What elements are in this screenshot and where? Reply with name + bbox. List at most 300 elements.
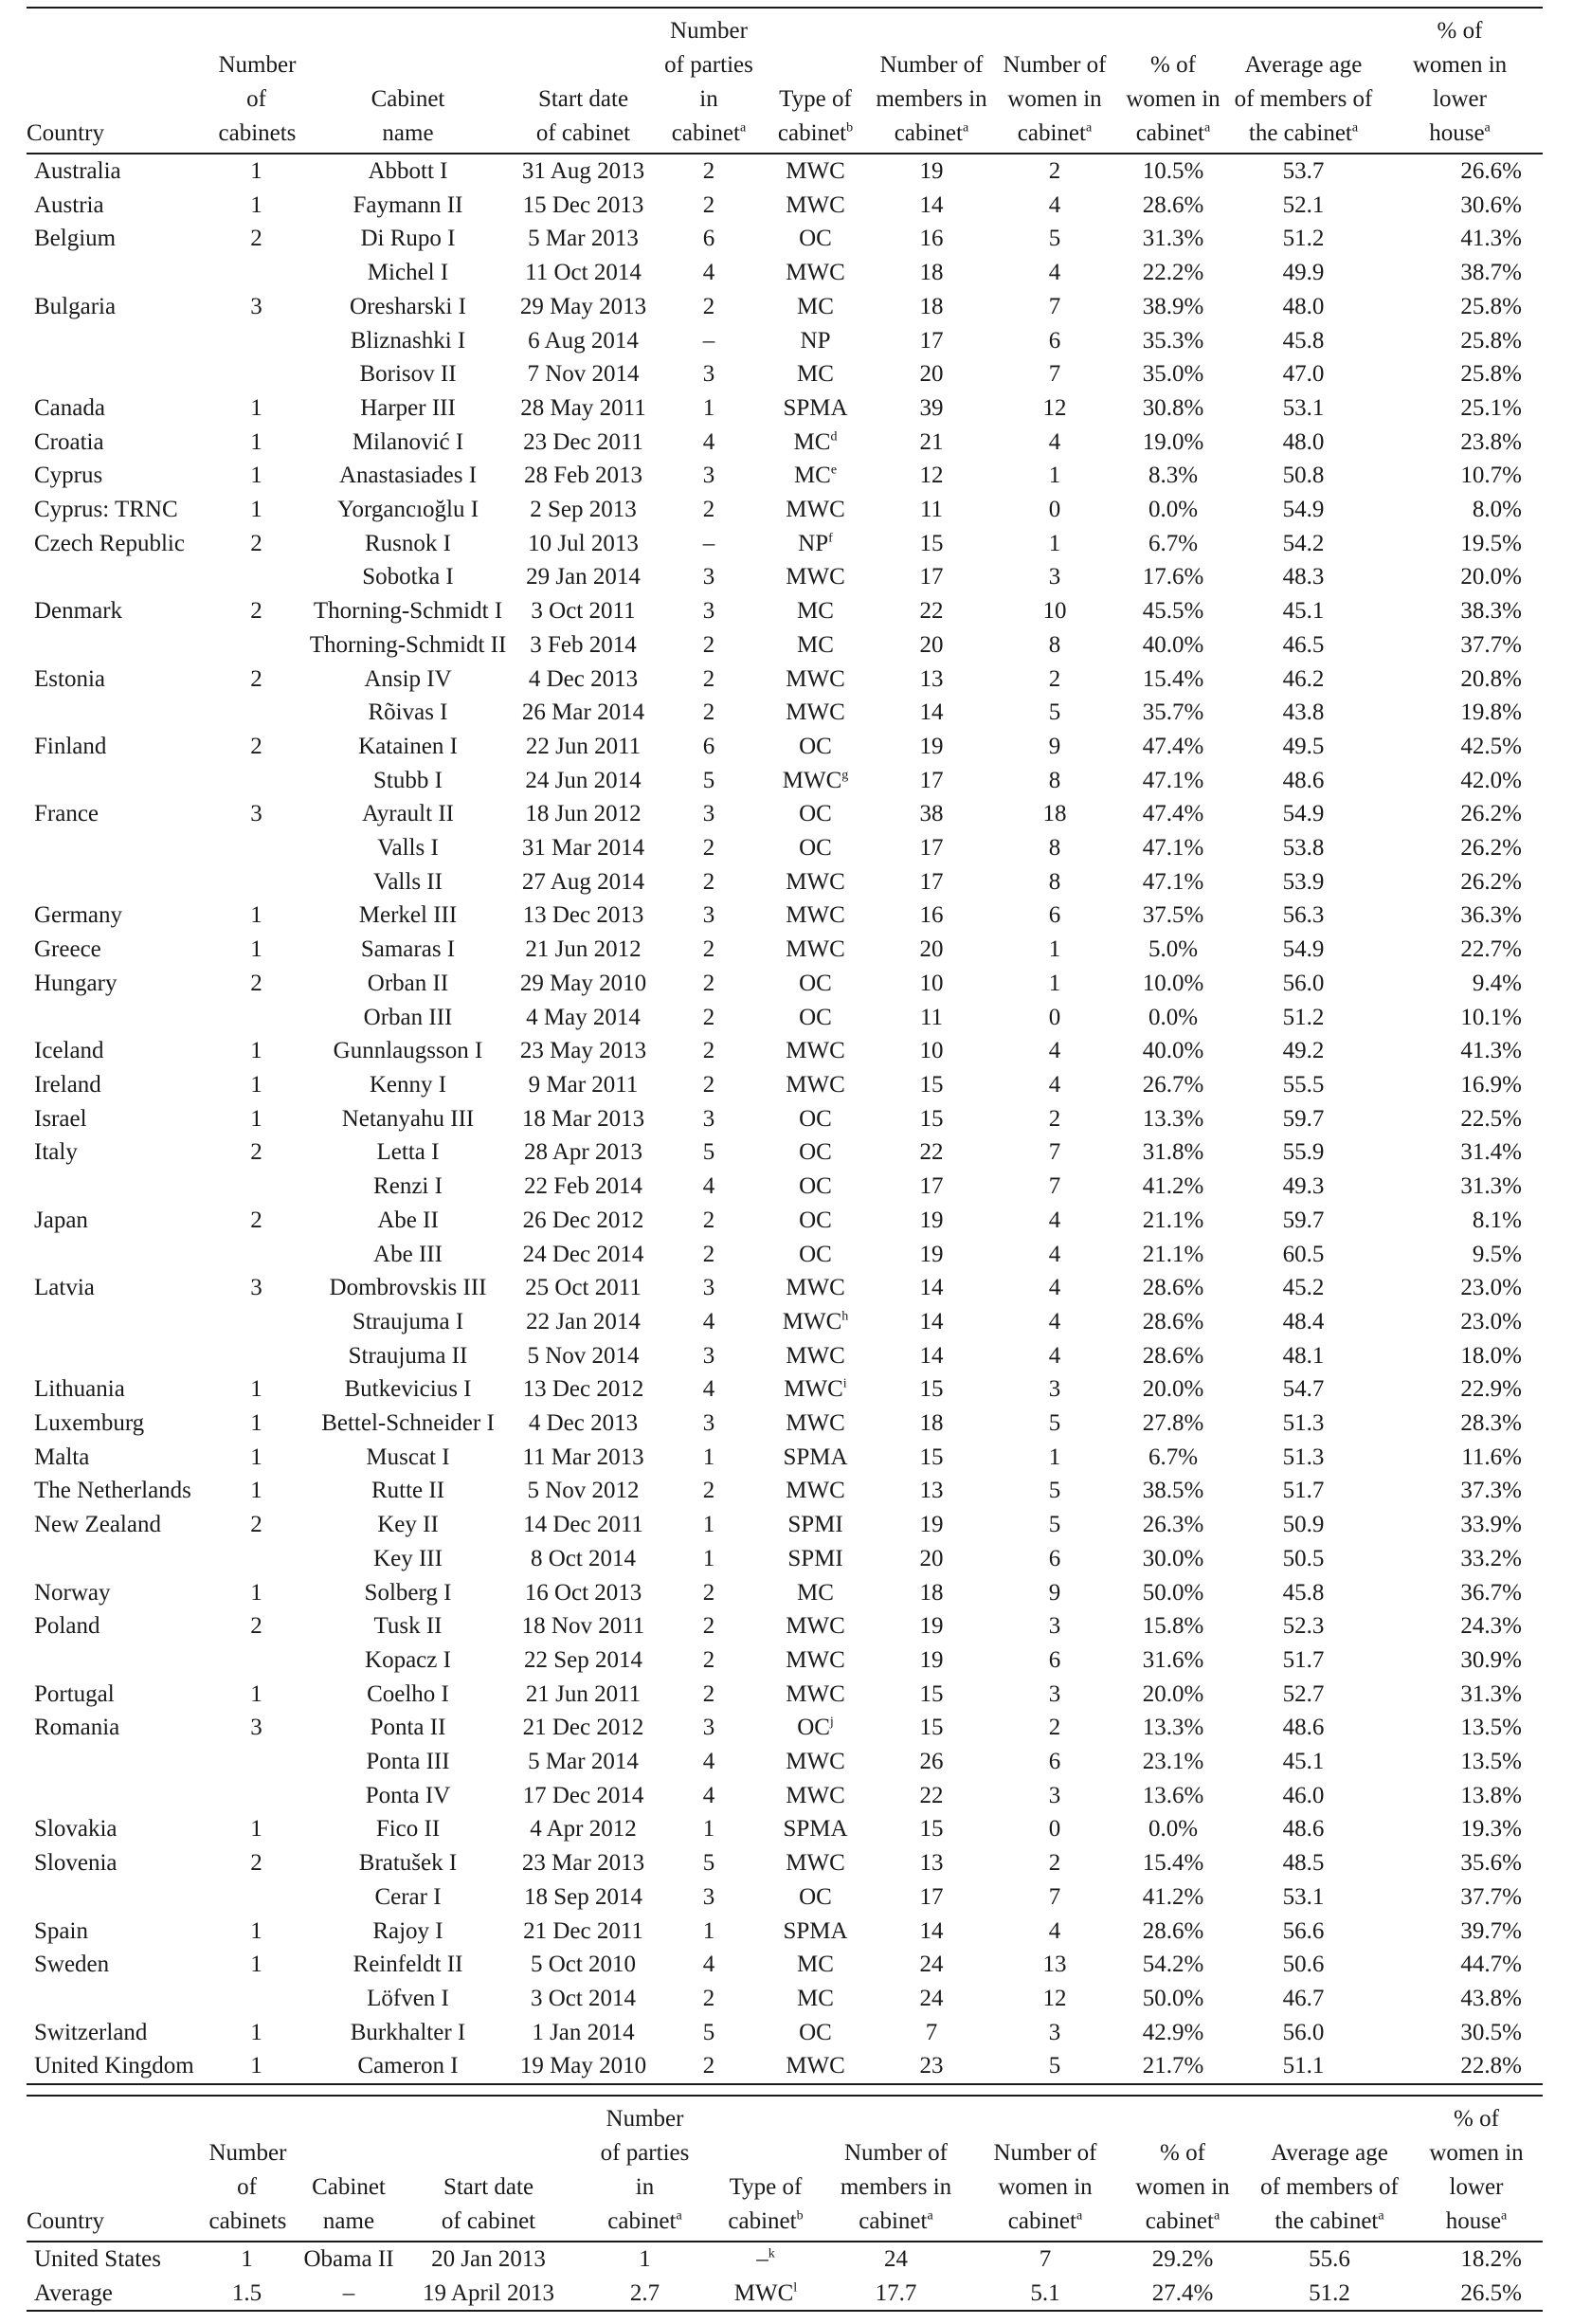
parties-cell: 2 — [702, 665, 715, 692]
start-date-cell: 19 May 2010 — [510, 2049, 657, 2084]
type-cell: MWC — [786, 564, 845, 590]
cabinet-count-cell: 2 — [250, 1613, 262, 1640]
table-row — [27, 1271, 1543, 1305]
country-cell: Romania — [34, 1715, 120, 1741]
footnote-marker: i — [842, 1376, 847, 1391]
cabinet-name-cell: Coelho I — [367, 1680, 449, 1707]
type-cell: OC — [799, 1207, 832, 1233]
women-cell: 5 — [993, 2049, 1116, 2084]
parties-cell: 3 — [702, 463, 715, 489]
pct-women-cell: 6.7% — [1148, 1443, 1199, 1470]
pct-women-cell: 54.2% — [1142, 1952, 1204, 1978]
avg-age-cell: 51.2 — [1282, 1004, 1325, 1030]
parties-cell: 4 — [702, 260, 715, 286]
pct-lower-house-cell: 8.1% — [1472, 1207, 1522, 1233]
avg-age-cell: 45.8 — [1282, 1579, 1325, 1606]
women-cell: 9 — [1048, 1579, 1061, 1606]
pct-lower-house-cell: 26.5% — [1410, 2277, 1543, 2312]
pct-lower-house-cell: 22.7% — [1460, 936, 1522, 963]
parties-cell: 1 — [702, 1443, 715, 1470]
cabinet-count-cell: 1 — [250, 936, 262, 963]
pct-women-cell: 37.5% — [1142, 902, 1204, 929]
start-date-cell: 5 Nov 2012 — [527, 1478, 640, 1504]
cabinet-count-cell: 1 — [250, 1376, 262, 1403]
country-cell: United States — [34, 2246, 162, 2272]
cabinet-count-cell — [207, 1339, 306, 1373]
pct-lower-house-cell: 37.7% — [1460, 631, 1522, 658]
table-row — [27, 493, 1543, 527]
cabinet-name-cell: Bettel-Schneider I — [321, 1410, 495, 1437]
pct-lower-house-cell: 30.6% — [1460, 191, 1522, 218]
pct-women-cell: 5.0% — [1148, 936, 1199, 963]
cabinet-count-cell — [207, 324, 306, 358]
avg-age-cell: 53.1 — [1282, 394, 1325, 421]
women-cell: 12 — [1042, 1985, 1067, 2011]
parties-cell: 4 — [702, 1376, 715, 1403]
type-cell: MWC — [786, 1410, 845, 1437]
country-cell — [27, 1238, 207, 1272]
start-date-cell: 27 Aug 2014 — [521, 868, 645, 895]
start-date-cell: 28 Apr 2013 — [524, 1139, 642, 1166]
avg-age-cell: 48.4 — [1282, 1308, 1325, 1334]
women-cell: 1 — [1048, 1443, 1061, 1470]
parties-cell: 4 — [702, 1782, 715, 1808]
type-cell: OC — [799, 1883, 832, 1910]
members-cell: 24 — [919, 1985, 944, 2011]
country-cell: Luxemburg — [34, 1410, 145, 1437]
country-cell: Norway — [34, 1579, 111, 1606]
start-date-cell: 20 Jan 2013 — [431, 2246, 546, 2272]
pct-lower-house-cell: 30.5% — [1460, 2019, 1522, 2045]
cabinet-name-cell: Reinfeldt II — [353, 1952, 463, 1978]
cabinet-count-cell: 3 — [250, 293, 262, 319]
pct-lower-house-cell: 9.4% — [1472, 970, 1522, 996]
members-cell: 12 — [919, 463, 944, 489]
table-row — [27, 1576, 1543, 1610]
cabinet-name-cell: Katainen I — [358, 733, 458, 759]
pct-women-cell: 15.4% — [1142, 1850, 1204, 1877]
pct-women-cell: 23.1% — [1142, 1749, 1204, 1775]
cabinet-count-cell — [207, 1643, 306, 1678]
avg-age-cell: 48.1 — [1282, 1342, 1325, 1369]
parties-cell: 3 — [702, 361, 715, 388]
cabinet-name-cell: Valls II — [373, 868, 443, 895]
type-cell: MWC — [786, 1038, 845, 1064]
parties-cell: 2 — [702, 1038, 715, 1064]
header-cabinet-name: Cabinet name — [297, 2096, 401, 2242]
cabinet-count-cell: 1 — [250, 158, 262, 184]
avg-age-cell: 55.5 — [1282, 1071, 1325, 1098]
country-cell: Australia — [34, 158, 121, 184]
start-date-cell: 21 Dec 2012 — [522, 1715, 644, 1741]
type-cell: MC — [797, 631, 834, 658]
pct-women-cell: 13.3% — [1142, 1715, 1204, 1741]
pct-women-cell: 21.7% — [1116, 2049, 1230, 2084]
pct-women-cell: 47.4% — [1142, 733, 1204, 759]
country-cell: Germany — [34, 902, 123, 929]
footnote-marker: d — [830, 429, 838, 445]
avg-age-cell: 49.2 — [1282, 1038, 1325, 1064]
cabinet-name-cell: Orban II — [367, 970, 449, 996]
country-cell — [27, 1745, 207, 1779]
table-row — [27, 696, 1543, 730]
parties-cell: 4 — [702, 428, 715, 455]
header-pct-lower-house: % of women in lower house$^a$ — [1377, 8, 1543, 154]
women-cell: 0 — [1048, 1816, 1061, 1843]
start-date-cell: 5 Nov 2014 — [527, 1342, 640, 1369]
type-cell: OC — [799, 1004, 832, 1030]
header-number-of-cabinets: Number of cabinets — [207, 8, 306, 154]
parties-cell: 1 — [702, 1917, 715, 1944]
members-cell: 7 — [925, 2019, 938, 2045]
country-cell: Estonia — [34, 665, 105, 692]
cabinet-name-cell: Burkhalter I — [350, 2019, 466, 2045]
cabinet-name-cell: Rajoy I — [372, 1917, 443, 1944]
women-cell: 8 — [1048, 835, 1061, 862]
table-row — [27, 899, 1543, 933]
pct-lower-house-cell: 36.7% — [1460, 1579, 1522, 1606]
type-cell: –$^k$ — [756, 2246, 775, 2272]
cabinet-name-cell: Abe III — [373, 1241, 443, 1267]
members-cell: 15 — [919, 1071, 944, 1098]
parties-cell: 2 — [702, 1478, 715, 1504]
start-date-cell: 10 Jul 2013 — [528, 530, 639, 556]
type-cell: MC — [797, 1579, 834, 1606]
country-cell — [27, 764, 207, 798]
table-row — [27, 1407, 1543, 1441]
parties-cell: 2 — [702, 1207, 715, 1233]
start-date-cell: 3 Feb 2014 — [530, 631, 637, 658]
parties-cell: 3 — [702, 1275, 715, 1301]
women-cell: 4 — [1048, 1071, 1061, 1098]
type-cell: OC — [799, 226, 832, 252]
type-cell: MC — [797, 361, 834, 388]
members-cell: 13 — [919, 665, 944, 692]
cabinet-name-cell: Bratušek I — [358, 1850, 458, 1877]
pct-lower-house-cell: 41.3% — [1460, 226, 1522, 252]
avg-age-cell: 53.8 — [1282, 835, 1325, 862]
parties-cell: 3 — [702, 1105, 715, 1132]
pct-lower-house-cell: 26.2% — [1460, 868, 1522, 895]
women-cell: 6 — [1048, 1749, 1061, 1775]
avg-age-cell: 48.5 — [1282, 1850, 1325, 1877]
avg-age-cell: 45.1 — [1282, 598, 1325, 625]
cabinet-count-cell: 2 — [250, 598, 262, 625]
cabinet-count-cell — [207, 1779, 306, 1813]
pct-lower-house-cell: 10.7% — [1460, 463, 1522, 489]
members-cell: 14 — [919, 1342, 944, 1369]
country-cell: Switzerland — [34, 2019, 148, 2045]
country-cell — [27, 1643, 207, 1678]
pct-lower-house-cell: 44.7% — [1460, 1952, 1522, 1978]
type-cell: OC — [799, 2019, 832, 2045]
members-cell: 15 — [919, 530, 944, 556]
pct-women-cell: 20.0% — [1142, 1376, 1204, 1403]
cabinet-name-cell: – — [297, 2277, 401, 2312]
women-cell: 1 — [1048, 970, 1061, 996]
parties-cell: 3 — [702, 1715, 715, 1741]
table-row — [27, 222, 1543, 256]
parties-cell: 2 — [702, 1613, 715, 1640]
cabinet-name-cell: Ponta III — [366, 1749, 450, 1775]
parties-cell: 3 — [702, 1342, 715, 1369]
members-cell: 17 — [919, 327, 944, 354]
members-cell: 18 — [919, 1579, 944, 1606]
members-cell: 17 — [919, 868, 944, 895]
pct-lower-house-cell: 24.3% — [1460, 1613, 1522, 1640]
cabinet-count-cell: 1 — [250, 1071, 262, 1098]
header-members: Number of members in cabinet$^a$ — [818, 2096, 974, 2242]
country-cell: United Kingdom — [27, 2049, 207, 2084]
cabinet-name-cell: Bliznashki I — [350, 327, 466, 354]
pct-lower-house-cell: 37.3% — [1460, 1478, 1522, 1504]
cabinet-name-cell: Key III — [373, 1545, 443, 1571]
country-cell — [27, 1542, 207, 1576]
cabinet-name-cell: Abe II — [377, 1207, 439, 1233]
start-date-cell: 13 Dec 2013 — [522, 902, 644, 929]
type-cell: MWC — [786, 1071, 845, 1098]
type-cell: $MC^d$ — [793, 428, 838, 455]
header-type: Type of cabinet$^b$ — [761, 8, 870, 154]
pct-women-cell: 28.6% — [1142, 191, 1204, 218]
cabinet-count-cell: 2 — [250, 1512, 262, 1538]
cabinet-name-cell: Gunnlaugsson I — [333, 1038, 483, 1064]
table-row — [27, 1034, 1543, 1068]
pct-women-cell: 20.0% — [1142, 1680, 1204, 1707]
avg-age-cell: 45.8 — [1282, 327, 1325, 354]
start-date-cell: 5 Oct 2010 — [530, 1952, 637, 1978]
header-cabinet-name: Cabinet name — [306, 8, 510, 154]
cabinet-name-cell: Rusnok I — [365, 530, 451, 556]
pct-women-cell: 42.9% — [1142, 2019, 1204, 2045]
table-row — [27, 391, 1543, 426]
cabinet-count-cell — [207, 1542, 306, 1576]
cabinet-count-cell: 1 — [250, 902, 262, 929]
women-cell: 8 — [1048, 631, 1061, 658]
avg-age-cell: 50.5 — [1282, 1545, 1325, 1571]
cabinet-name-cell: Rõivas I — [368, 699, 448, 726]
cabinet-count-cell — [207, 1238, 306, 1272]
pct-lower-house-cell: 35.6% — [1460, 1850, 1522, 1877]
cabinet-count-cell: 1 — [250, 1038, 262, 1064]
parties-cell: 5 — [702, 2019, 715, 2045]
country-cell: Slovenia — [34, 1850, 118, 1877]
women-cell: 7 — [1048, 1173, 1061, 1200]
table-row — [27, 1102, 1543, 1136]
avg-age-cell: 52.7 — [1282, 1680, 1325, 1707]
avg-age-cell: 54.7 — [1282, 1376, 1325, 1403]
type-cell: MWC$^l$ — [714, 2277, 818, 2312]
members-cell: 16 — [919, 902, 944, 929]
table-row — [27, 527, 1543, 561]
cabinet-count-cell: 1 — [250, 497, 262, 523]
women-cell: 7 — [1048, 361, 1061, 388]
table-row — [27, 1068, 1543, 1102]
avg-age-cell: 48.6 — [1282, 1715, 1325, 1741]
women-cell: 2 — [1048, 1105, 1061, 1132]
start-date-cell: 4 Apr 2012 — [530, 1816, 637, 1843]
country-cell — [27, 1305, 207, 1339]
pct-women-cell: 35.3% — [1142, 327, 1204, 354]
avg-age-cell: 47.0 — [1282, 361, 1325, 388]
members-cell: 19 — [919, 1207, 944, 1233]
start-date-cell: 29 May 2013 — [519, 293, 647, 319]
type-cell: SPMI — [787, 1545, 843, 1571]
cabinet-count-cell: 1 — [250, 1579, 262, 1606]
country-cell — [27, 357, 207, 391]
country-cell — [27, 324, 207, 358]
cabinet-count-cell: 1 — [250, 1952, 262, 1978]
start-date-cell: 24 Jun 2014 — [525, 767, 642, 793]
avg-age-cell: 46.5 — [1282, 631, 1325, 658]
women-cell: 8 — [1048, 868, 1061, 895]
women-cell: 5 — [1048, 1512, 1061, 1538]
start-date-cell: 25 Oct 2011 — [525, 1275, 642, 1301]
parties-cell: 1 — [702, 1512, 715, 1538]
avg-age-cell: 48.6 — [1282, 767, 1325, 793]
pct-women-cell: 38.9% — [1142, 293, 1204, 319]
table-row — [27, 2242, 1543, 2277]
avg-age-cell: 55.6 — [1309, 2246, 1350, 2272]
type-cell: MC — [797, 293, 834, 319]
women-cell: 5 — [1048, 226, 1061, 252]
pct-women-cell: 0.0% — [1148, 1004, 1199, 1030]
cabinet-count-cell: 2 — [250, 530, 262, 556]
pct-women-cell: 27.4% — [1116, 2277, 1249, 2312]
parties-cell: 4 — [702, 1952, 715, 1978]
cabinet-name-cell: Tusk II — [373, 1613, 443, 1640]
cabinet-count-cell: 1 — [250, 1917, 262, 1944]
country-cell: Greece — [34, 936, 101, 963]
cabinet-name-cell: Dombrovskis III — [329, 1275, 487, 1301]
cabinet-name-cell: Thorning-Schmidt II — [309, 631, 507, 658]
start-date-cell: 3 Oct 2014 — [530, 1985, 637, 2011]
start-date-cell: 19 April 2013 — [401, 2277, 576, 2312]
women-cell: 4 — [1048, 1207, 1061, 1233]
members-cell: 14 — [919, 699, 944, 726]
avg-age-cell: 51.1 — [1230, 2049, 1377, 2084]
cabinet-count-cell — [207, 256, 306, 290]
country-cell: Cyprus — [34, 463, 103, 489]
pct-lower-house-cell: 23.0% — [1460, 1308, 1522, 1334]
cabinet-name-cell: Sobotka I — [362, 564, 454, 590]
pct-women-cell: 19.0% — [1142, 428, 1204, 455]
table-row — [27, 764, 1543, 798]
women-cell: 4 — [1048, 1241, 1061, 1267]
table-row — [27, 189, 1543, 223]
start-date-cell: 22 Feb 2014 — [524, 1173, 642, 1200]
parties-cell: 2 — [702, 1985, 715, 2011]
pct-lower-house-cell: 25.8% — [1460, 361, 1522, 388]
cabinet-count-cell: 1 — [250, 1443, 262, 1470]
pct-women-cell: 31.8% — [1142, 1139, 1204, 1166]
type-cell: MWC — [786, 665, 845, 692]
country-cell: Lithuania — [34, 1376, 125, 1403]
avg-age-cell: 49.5 — [1282, 733, 1325, 759]
cabinet-count-cell: 2 — [250, 665, 262, 692]
members-cell: 20 — [919, 361, 944, 388]
start-date-cell: 29 Jan 2014 — [526, 564, 641, 590]
members-cell: 19 — [919, 1613, 944, 1640]
type-cell: OC — [799, 801, 832, 827]
women-cell: 3 — [1048, 2019, 1061, 2045]
pct-women-cell: 38.5% — [1142, 1478, 1204, 1504]
cabinet-count-cell: 1 — [250, 463, 262, 489]
table-row — [27, 797, 1543, 831]
pct-lower-house-cell: 31.3% — [1460, 1173, 1522, 1200]
members-cell: 19 — [919, 1512, 944, 1538]
women-cell: 7 — [1048, 1883, 1061, 1910]
country-cell — [27, 1779, 207, 1813]
avg-age-cell: 50.6 — [1282, 1952, 1325, 1978]
avg-age-cell: 56.0 — [1282, 970, 1325, 996]
members-cell: 19 — [919, 1646, 944, 1673]
start-date-cell: 18 Sep 2014 — [524, 1883, 642, 1910]
country-cell — [27, 1982, 207, 2016]
pct-women-cell: 30.0% — [1142, 1545, 1204, 1571]
table-header-row — [27, 2096, 1543, 2242]
women-cell: 3 — [1048, 1376, 1061, 1403]
avg-age-cell: 53.9 — [1282, 868, 1325, 895]
women-cell: 4 — [1048, 191, 1061, 218]
cabinet-name-cell: Milanović I — [352, 428, 464, 455]
country-cell: Japan — [34, 1207, 88, 1233]
start-date-cell: 9 Mar 2011 — [528, 1071, 639, 1098]
country-cell: Ireland — [34, 1071, 101, 1098]
header-parties: Number of parties in cabinet$^a$ — [657, 8, 761, 154]
members-cell: 21 — [919, 428, 944, 455]
pct-lower-house-cell: 42.5% — [1460, 733, 1522, 759]
pct-women-cell: 0.0% — [1148, 497, 1199, 523]
women-cell: 6 — [1048, 1545, 1061, 1571]
members-cell: 26 — [919, 1749, 944, 1775]
start-date-cell: 1 Jan 2014 — [532, 2019, 635, 2045]
pct-lower-house-cell: 25.1% — [1460, 394, 1522, 421]
women-cell: 3 — [1048, 1680, 1061, 1707]
avg-age-cell: 46.0 — [1282, 1782, 1325, 1808]
type-cell: MWC$^h$ — [782, 1308, 849, 1334]
parties-cell: 2.7 — [576, 2277, 714, 2312]
cabinet-name-cell: Netanyahu III — [341, 1105, 475, 1132]
cabinet-count-cell — [207, 628, 306, 663]
parties-cell: 2 — [702, 1004, 715, 1030]
cabinet-name-cell: Abbott I — [368, 158, 448, 184]
women-cell: 5.1 — [974, 2277, 1116, 2312]
avg-age-cell: 45.2 — [1282, 1275, 1325, 1301]
start-date-cell: 3 Oct 2011 — [531, 598, 636, 625]
start-date-cell: 4 Dec 2013 — [528, 665, 639, 692]
pct-women-cell: 6.7% — [1148, 530, 1199, 556]
pct-lower-house-cell: 18.2% — [1460, 2246, 1522, 2272]
cabinet-name-cell: Oresharski I — [350, 293, 466, 319]
type-cell: OC — [799, 835, 832, 862]
women-cell: 2 — [1048, 1715, 1061, 1741]
type-cell: SPMA — [783, 1917, 848, 1944]
pct-women-cell: 17.6% — [1142, 564, 1204, 590]
start-date-cell: 17 Dec 2014 — [522, 1782, 644, 1808]
members-cell: 22 — [919, 1782, 944, 1808]
members-cell: 20 — [919, 1545, 944, 1571]
table-row — [27, 1441, 1543, 1475]
avg-age-cell: 51.3 — [1282, 1443, 1325, 1470]
avg-age-cell: 48.0 — [1282, 428, 1325, 455]
table-row — [27, 831, 1543, 865]
pct-lower-house-cell: 26.6% — [1460, 158, 1522, 184]
cabinet-count-cell: 2 — [250, 733, 262, 759]
start-date-cell: 24 Dec 2014 — [522, 1241, 644, 1267]
parties-cell: 2 — [657, 2049, 761, 2084]
header-start-date: Start date of cabinet — [510, 8, 657, 154]
